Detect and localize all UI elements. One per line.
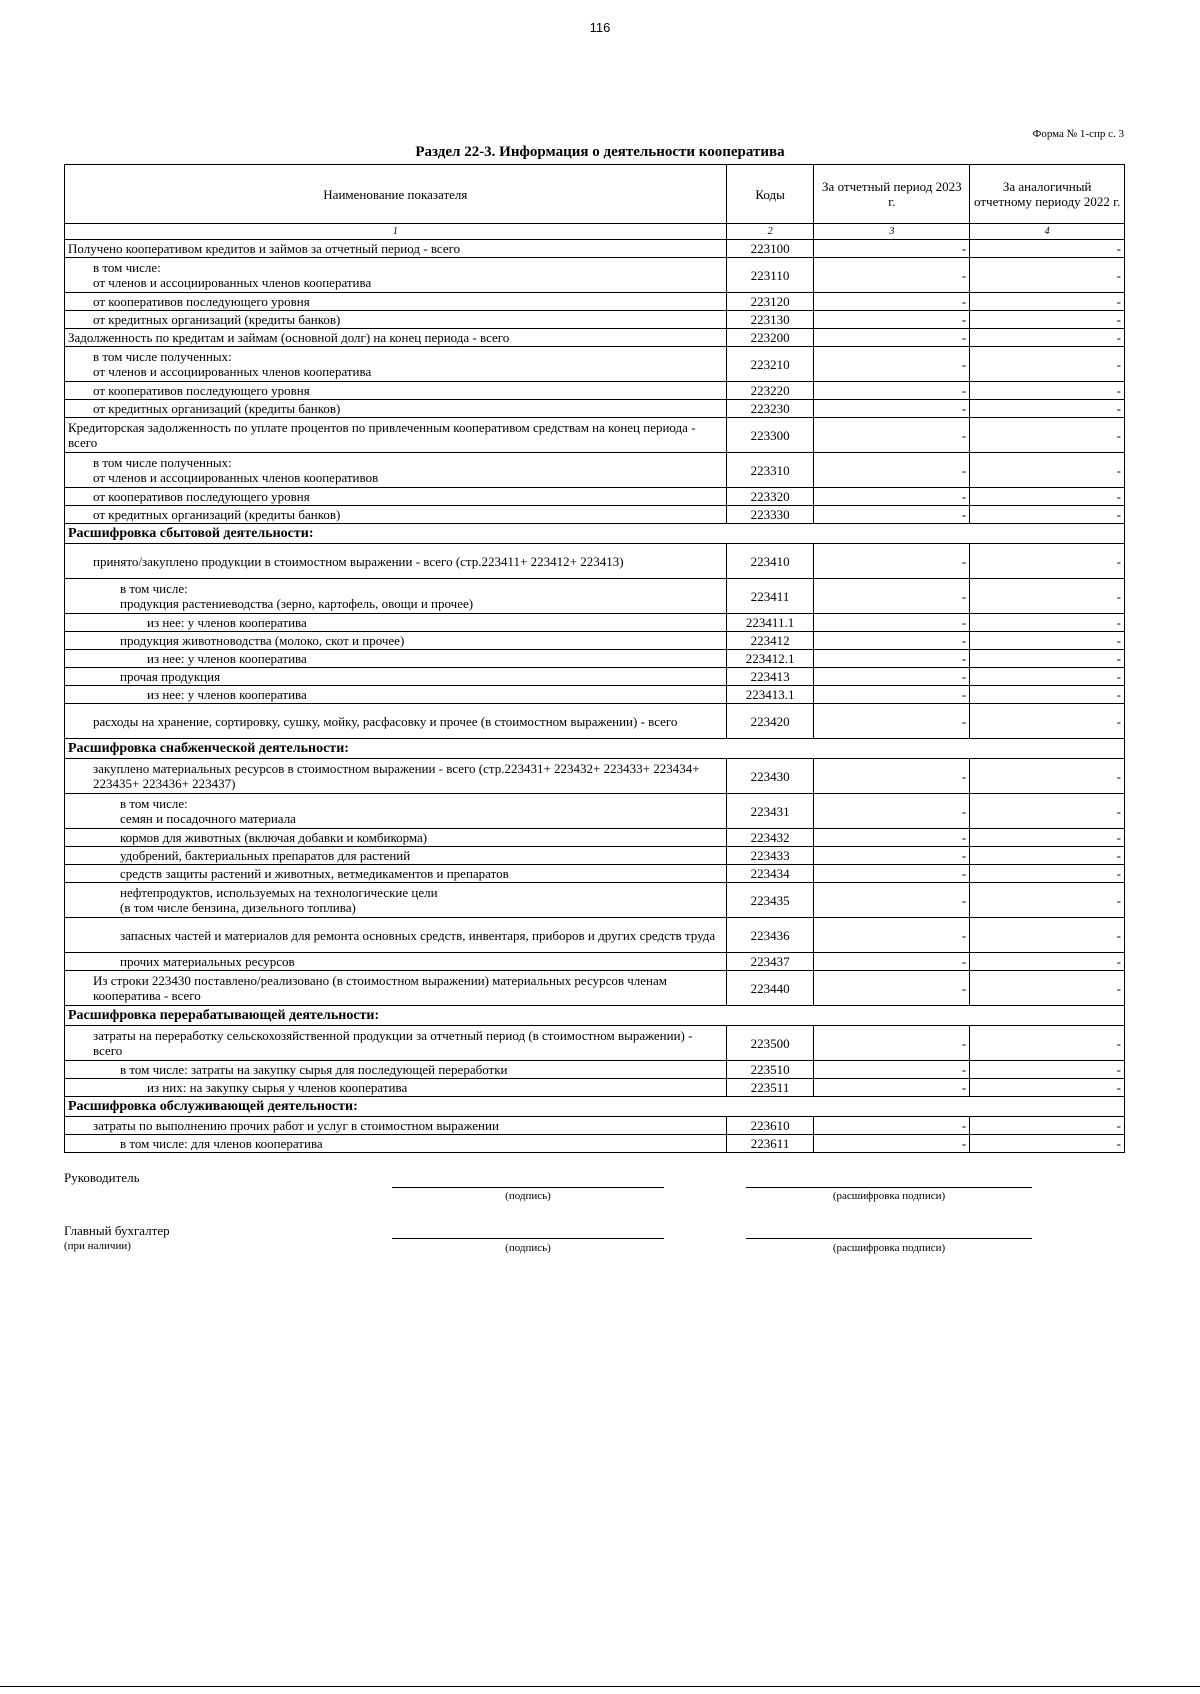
accountant-signature-caption: (подпись)	[505, 1242, 551, 1254]
row-code: 223440	[726, 971, 814, 1006]
row-code: 223431	[726, 794, 814, 829]
head-label: Руководитель	[64, 1170, 140, 1185]
row-code: 223200	[726, 329, 814, 347]
row-current-value: -	[814, 488, 970, 506]
row-name: кормов для животных (включая добавки и комбикорма)	[65, 829, 727, 847]
row-name: запасных частей и материалов для ремонта основных средств, инвентаря, приборов и других средств труда	[65, 918, 727, 953]
column-number: 2	[726, 224, 814, 240]
row-previous-value: -	[970, 668, 1125, 686]
row-previous-value: -	[970, 883, 1125, 918]
row-name: из них: на закупку сырья у членов кооператива	[65, 1079, 727, 1097]
row-previous-value: -	[970, 453, 1125, 488]
row-code: 223500	[726, 1026, 814, 1061]
row-name: от кооперативов последующего уровня	[65, 293, 727, 311]
row-previous-value: -	[970, 579, 1125, 614]
row-current-value: -	[814, 883, 970, 918]
row-previous-value: -	[970, 400, 1125, 418]
column-number: 3	[814, 224, 970, 240]
row-name: в том числе: семян и посадочного материала	[65, 794, 727, 829]
row-current-value: -	[814, 240, 970, 258]
row-name: из нее: у членов кооператива	[65, 650, 727, 668]
section-heading: Расшифровка перерабатывающей деятельности:	[65, 1006, 1125, 1026]
accountant-label: Главный бухгалтер	[64, 1223, 170, 1238]
section-heading-row	[65, 1006, 1125, 1026]
table-row	[65, 1026, 1125, 1061]
row-previous-value: -	[970, 953, 1125, 971]
page-number: 116	[589, 20, 611, 35]
row-code: 223413.1	[726, 686, 814, 704]
row-current-value: -	[814, 329, 970, 347]
row-previous-value: -	[970, 865, 1125, 883]
row-previous-value: -	[970, 1026, 1125, 1061]
section-heading: Расшифровка снабженческой деятельности:	[65, 739, 1125, 759]
table-row	[65, 614, 1125, 632]
row-code: 223210	[726, 347, 814, 382]
table-row	[65, 453, 1125, 488]
row-current-value: -	[814, 1026, 970, 1061]
row-code: 223411.1	[726, 614, 814, 632]
row-name: расходы на хранение, сортировку, сушку, мойку, расфасовку и прочее (в стоимостном выражении) - всего	[65, 704, 727, 739]
row-current-value: -	[814, 311, 970, 329]
row-current-value: -	[814, 418, 970, 453]
row-current-value: -	[814, 1135, 970, 1153]
table-row	[65, 847, 1125, 865]
row-code: 223130	[726, 311, 814, 329]
row-current-value: -	[814, 650, 970, 668]
section-heading: Расшифровка сбытовой деятельности:	[65, 524, 1125, 544]
table-row	[65, 650, 1125, 668]
row-code: 223412.1	[726, 650, 814, 668]
head-decoding-caption: (расшифровка подписи)	[832, 1190, 946, 1202]
row-code: 223411	[726, 579, 814, 614]
row-name: прочих материальных ресурсов	[65, 953, 727, 971]
row-code: 223420	[726, 704, 814, 739]
column-number-row	[65, 224, 1125, 240]
form-reference: Форма № 1-спр с. 3	[1032, 128, 1124, 140]
row-code: 223120	[726, 293, 814, 311]
table-row	[65, 1079, 1125, 1097]
table-row	[65, 971, 1125, 1006]
row-code: 223611	[726, 1135, 814, 1153]
row-name: от кредитных организаций (кредиты банков)	[65, 506, 727, 524]
row-name: Получено кооперативом кредитов и займов за отчетный период - всего	[65, 240, 727, 258]
table-row	[65, 1061, 1125, 1079]
row-code: 223432	[726, 829, 814, 847]
row-name: от кредитных организаций (кредиты банков)	[65, 400, 727, 418]
table-row	[65, 1117, 1125, 1135]
row-current-value: -	[814, 1117, 970, 1135]
row-code: 223330	[726, 506, 814, 524]
row-code: 223300	[726, 418, 814, 453]
row-code: 223320	[726, 488, 814, 506]
row-current-value: -	[814, 847, 970, 865]
row-current-value: -	[814, 579, 970, 614]
table-row	[65, 918, 1125, 953]
table-row	[65, 418, 1125, 453]
row-current-value: -	[814, 794, 970, 829]
table-row	[65, 704, 1125, 739]
row-current-value: -	[814, 258, 970, 293]
table-row	[65, 668, 1125, 686]
row-current-value: -	[814, 918, 970, 953]
table-row	[65, 794, 1125, 829]
table-header-row	[65, 165, 1125, 224]
row-name: в том числе: для членов кооператива	[65, 1135, 727, 1153]
table-row	[65, 293, 1125, 311]
row-previous-value: -	[970, 329, 1125, 347]
row-name: из нее: у членов кооператива	[65, 686, 727, 704]
row-name: от кооперативов последующего уровня	[65, 382, 727, 400]
row-name: прочая продукция	[65, 668, 727, 686]
row-previous-value: -	[970, 704, 1125, 739]
table-row	[65, 240, 1125, 258]
row-current-value: -	[814, 704, 970, 739]
table-row	[65, 1135, 1125, 1153]
row-previous-value: -	[970, 632, 1125, 650]
table-row	[65, 347, 1125, 382]
row-name: из нее: у членов кооператива	[65, 614, 727, 632]
section-title: Раздел 22-3. Информация о деятельности кооператива	[415, 144, 785, 160]
table-row	[65, 311, 1125, 329]
table-row	[65, 258, 1125, 293]
table-row	[65, 865, 1125, 883]
row-current-value: -	[814, 829, 970, 847]
row-code: 223437	[726, 953, 814, 971]
column-number: 4	[970, 224, 1125, 240]
row-name: Задолженность по кредитам и займам (основной долг) на конец периода - всего	[65, 329, 727, 347]
row-name: затраты по выполнению прочих работ и услуг в стоимостном выражении	[65, 1117, 727, 1135]
row-current-value: -	[814, 506, 970, 524]
row-code: 223430	[726, 759, 814, 794]
row-code: 223412	[726, 632, 814, 650]
table-row	[65, 883, 1125, 918]
row-previous-value: -	[970, 650, 1125, 668]
head-decoding-line	[746, 1187, 1032, 1188]
row-previous-value: -	[970, 614, 1125, 632]
row-previous-value: -	[970, 488, 1125, 506]
row-current-value: -	[814, 347, 970, 382]
header-current-period: За отчетный период 2023 г.	[814, 165, 970, 224]
row-previous-value: -	[970, 240, 1125, 258]
row-previous-value: -	[970, 829, 1125, 847]
head-signature-caption: (подпись)	[505, 1190, 551, 1202]
row-previous-value: -	[970, 971, 1125, 1006]
row-name: от кооперативов последующего уровня	[65, 488, 727, 506]
row-previous-value: -	[970, 1117, 1125, 1135]
table-row	[65, 829, 1125, 847]
header-name: Наименование показателя	[65, 165, 727, 224]
row-current-value: -	[814, 668, 970, 686]
row-code: 223413	[726, 668, 814, 686]
row-current-value: -	[814, 382, 970, 400]
row-code: 223436	[726, 918, 814, 953]
row-previous-value: -	[970, 382, 1125, 400]
table-row	[65, 382, 1125, 400]
row-code: 223100	[726, 240, 814, 258]
row-current-value: -	[814, 614, 970, 632]
row-code: 223110	[726, 258, 814, 293]
row-name: принято/закуплено продукции в стоимостном выражении - всего (стр.223411+ 223412+ 223413)	[65, 544, 727, 579]
row-previous-value: -	[970, 418, 1125, 453]
bottom-scan-rule	[0, 1686, 1200, 1687]
row-name: в том числе: продукция растениеводства (зерно, картофель, овощи и прочее)	[65, 579, 727, 614]
table-row	[65, 632, 1125, 650]
table-row	[65, 329, 1125, 347]
section-heading-row	[65, 739, 1125, 759]
row-name: закуплено материальных ресурсов в стоимостном выражении - всего (стр.223431+ 223432+ 223433+ 223434+ 223435+ 223436+ 223437)	[65, 759, 727, 794]
header-previous-period: За аналогичный отчетному периоду 2022 г.	[970, 165, 1125, 224]
row-previous-value: -	[970, 918, 1125, 953]
row-previous-value: -	[970, 258, 1125, 293]
row-current-value: -	[814, 865, 970, 883]
row-previous-value: -	[970, 1135, 1125, 1153]
header-code: Коды	[726, 165, 814, 224]
column-number: 1	[65, 224, 727, 240]
row-current-value: -	[814, 971, 970, 1006]
table-row	[65, 953, 1125, 971]
row-name: затраты на переработку сельскохозяйственной продукции за отчетный период (в стоимостном выражении) - всего	[65, 1026, 727, 1061]
row-code: 223511	[726, 1079, 814, 1097]
row-name: в том числе полученных: от членов и ассоциированных членов кооператива	[65, 347, 727, 382]
row-current-value: -	[814, 759, 970, 794]
row-code: 223220	[726, 382, 814, 400]
row-code: 223434	[726, 865, 814, 883]
row-previous-value: -	[970, 311, 1125, 329]
table-row	[65, 544, 1125, 579]
row-code: 223510	[726, 1061, 814, 1079]
row-name: в том числе: затраты на закупку сырья для последующей переработки	[65, 1061, 727, 1079]
row-name: от кредитных организаций (кредиты банков)	[65, 311, 727, 329]
row-current-value: -	[814, 544, 970, 579]
table-row	[65, 579, 1125, 614]
accountant-decoding-line	[746, 1238, 1032, 1239]
row-previous-value: -	[970, 506, 1125, 524]
row-current-value: -	[814, 686, 970, 704]
row-previous-value: -	[970, 1079, 1125, 1097]
accountant-signature-line	[392, 1238, 664, 1239]
accountant-note: (при наличии)	[64, 1240, 131, 1252]
section-heading-row	[65, 1097, 1125, 1117]
row-current-value: -	[814, 632, 970, 650]
row-name: в том числе: от членов и ассоциированных членов кооператива	[65, 258, 727, 293]
row-name: Кредиторская задолженность по уплате процентов по привлеченным кооперативом средствам на конец периода - всего	[65, 418, 727, 453]
row-current-value: -	[814, 953, 970, 971]
row-current-value: -	[814, 1061, 970, 1079]
row-code: 223230	[726, 400, 814, 418]
row-code: 223310	[726, 453, 814, 488]
row-previous-value: -	[970, 794, 1125, 829]
table-row	[65, 506, 1125, 524]
row-current-value: -	[814, 1079, 970, 1097]
row-code: 223435	[726, 883, 814, 918]
row-current-value: -	[814, 453, 970, 488]
section-heading: Расшифровка обслуживающей деятельности:	[65, 1097, 1125, 1117]
row-code: 223610	[726, 1117, 814, 1135]
row-code: 223433	[726, 847, 814, 865]
row-name: продукция животноводства (молоко, скот и прочее)	[65, 632, 727, 650]
row-code: 223410	[726, 544, 814, 579]
row-name: нефтепродуктов, используемых на технологические цели (в том числе бензина, дизельного топлива)	[65, 883, 727, 918]
row-name: в том числе полученных: от членов и ассоциированных членов кооперативов	[65, 453, 727, 488]
section-heading-row	[65, 524, 1125, 544]
row-current-value: -	[814, 400, 970, 418]
row-previous-value: -	[970, 847, 1125, 865]
accountant-decoding-caption: (расшифровка подписи)	[832, 1242, 946, 1254]
table-row	[65, 400, 1125, 418]
row-previous-value: -	[970, 544, 1125, 579]
row-current-value: -	[814, 293, 970, 311]
row-previous-value: -	[970, 1061, 1125, 1079]
row-previous-value: -	[970, 759, 1125, 794]
table-row	[65, 686, 1125, 704]
activity-table	[64, 164, 1125, 1153]
table-row	[65, 759, 1125, 794]
row-previous-value: -	[970, 347, 1125, 382]
row-name: Из строки 223430 поставлено/реализовано (в стоимостном выражении) материальных ресурсов членам кооператива - всего	[65, 971, 727, 1006]
row-previous-value: -	[970, 686, 1125, 704]
row-name: средств защиты растений и животных, ветмедикаментов и препаратов	[65, 865, 727, 883]
row-name: удобрений, бактериальных препаратов для растений	[65, 847, 727, 865]
table-row	[65, 488, 1125, 506]
row-previous-value: -	[970, 293, 1125, 311]
head-signature-line	[392, 1187, 664, 1188]
